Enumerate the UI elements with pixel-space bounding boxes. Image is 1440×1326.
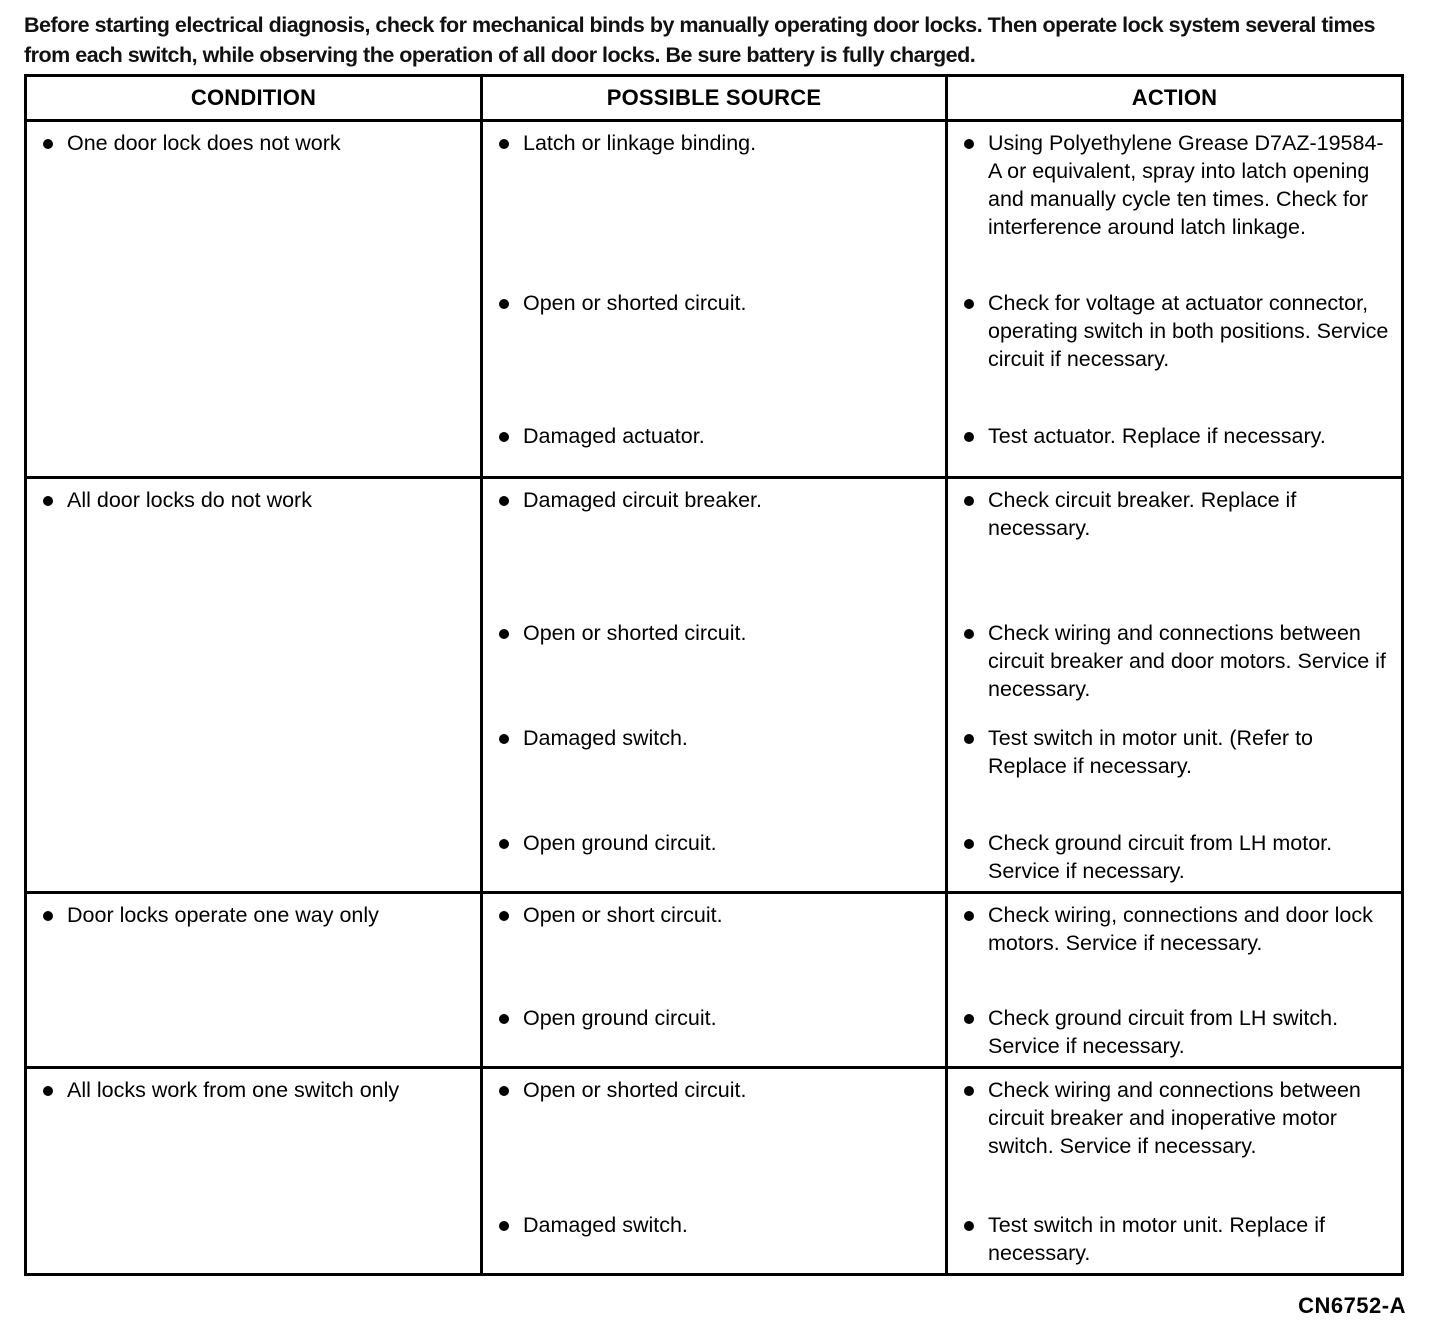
source-item: Open ground circuit. bbox=[497, 829, 935, 885]
source-item: Open or shorted circuit. bbox=[497, 1076, 935, 1211]
table-row bbox=[26, 893, 1403, 1068]
condition-text: All locks work from one switch only bbox=[41, 1076, 470, 1104]
figure-reference-code: CN6752-A bbox=[1298, 1293, 1406, 1318]
action-item: Check ground circuit from LH switch. Service if necessary. bbox=[962, 1004, 1391, 1060]
intro-paragraph: Before starting electrical diagnosis, check for mechanical binds by manually operating door locks. Then operate lock system several times from each switch, while observing the operation of all door locks. Be sure battery is fully charged. bbox=[24, 13, 1375, 67]
action-item: Check wiring and connections between circuit breaker and inoperative motor switch. Service if necessary. bbox=[962, 1076, 1391, 1211]
action-item: Using Polyethylene Grease D7AZ-19584-A or equivalent, spray into latch opening and manually cycle ten times. Check for interference around latch linkage. bbox=[962, 129, 1391, 289]
condition-cell bbox=[26, 893, 482, 1068]
source-cell bbox=[482, 893, 947, 1068]
action-cell bbox=[947, 893, 1403, 1068]
header-possible-source: POSSIBLE SOURCE bbox=[482, 76, 947, 121]
action-cell bbox=[947, 1068, 1403, 1275]
source-cell bbox=[482, 121, 947, 478]
source-item: Damaged switch. bbox=[497, 724, 935, 829]
source-item: Damaged switch. bbox=[497, 1211, 935, 1267]
source-cell bbox=[482, 1068, 947, 1275]
action-item: Check wiring and connections between circuit breaker and door motors. Service if necessary. bbox=[962, 619, 1391, 724]
action-item: Test switch in motor unit. Replace if necessary. bbox=[962, 1211, 1391, 1267]
source-item: Open or shorted circuit. bbox=[497, 619, 935, 724]
condition-cell bbox=[26, 121, 482, 478]
source-item: Latch or linkage binding. bbox=[497, 129, 935, 289]
condition-text: All door locks do not work bbox=[41, 486, 470, 514]
source-item: Open ground circuit. bbox=[497, 1004, 935, 1060]
condition-text: One door lock does not work bbox=[41, 129, 470, 157]
action-item: Check ground circuit from LH motor. Service if necessary. bbox=[962, 829, 1391, 885]
action-cell bbox=[947, 478, 1403, 893]
source-cell bbox=[482, 478, 947, 893]
condition-cell bbox=[26, 1068, 482, 1275]
source-item: Damaged actuator. bbox=[497, 422, 935, 470]
table-row bbox=[26, 478, 1403, 893]
table-row bbox=[26, 121, 1403, 478]
condition-cell bbox=[26, 478, 482, 893]
action-item: Check for voltage at actuator connector, operating switch in both positions. Service circuit if necessary. bbox=[962, 289, 1391, 422]
header-condition: CONDITION bbox=[26, 76, 482, 121]
source-item: Damaged circuit breaker. bbox=[497, 486, 935, 619]
action-item: Test actuator. Replace if necessary. bbox=[962, 422, 1391, 470]
action-item: Check wiring, connections and door lock motors. Service if necessary. bbox=[962, 901, 1391, 1004]
condition-text: Door locks operate one way only bbox=[41, 901, 470, 929]
action-item: Test switch in motor unit. (Refer to Replace if necessary. bbox=[962, 724, 1391, 829]
header-row bbox=[26, 76, 1403, 121]
action-item: Check circuit breaker. Replace if necessary. bbox=[962, 486, 1391, 619]
action-cell bbox=[947, 121, 1403, 478]
table-row bbox=[26, 1068, 1403, 1275]
source-item: Open or short circuit. bbox=[497, 901, 935, 1004]
source-item: Open or shorted circuit. bbox=[497, 289, 935, 422]
diagnosis-table bbox=[24, 74, 1404, 1276]
header-action: ACTION bbox=[947, 76, 1403, 121]
